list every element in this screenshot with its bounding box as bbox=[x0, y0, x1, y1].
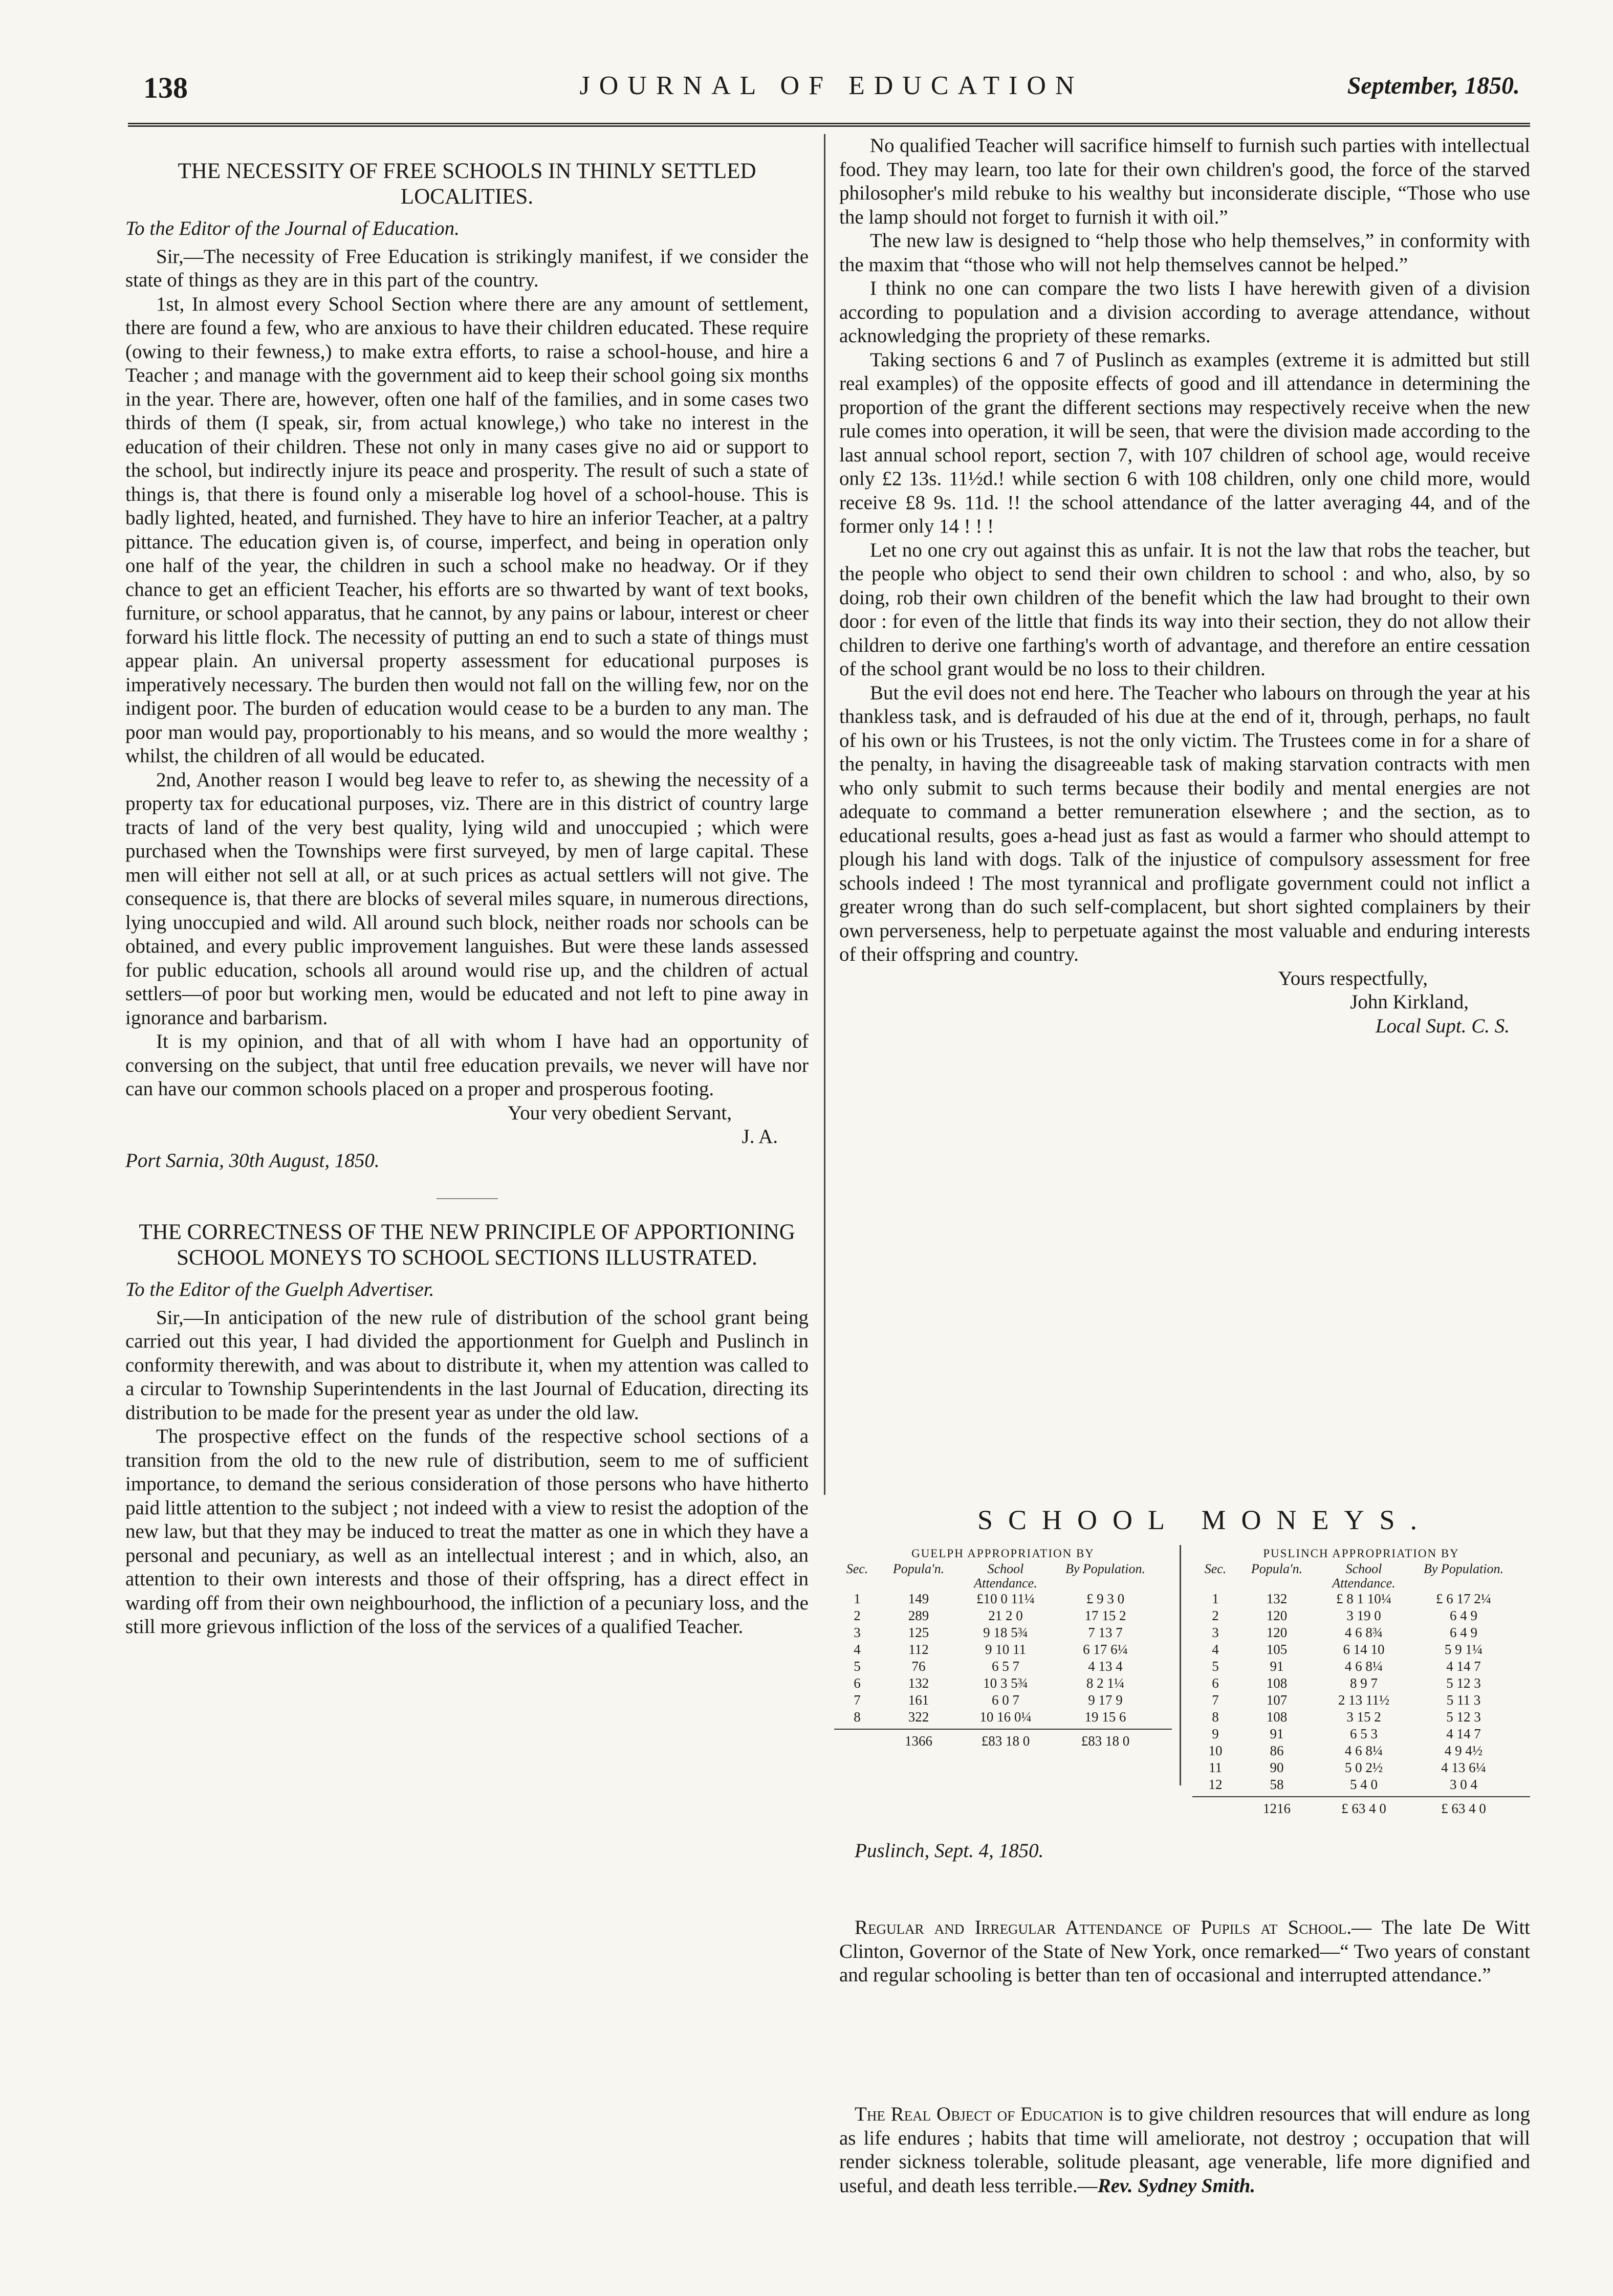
table-cell: 8 9 7 bbox=[1350, 1675, 1378, 1691]
table-cell: 3 19 0 bbox=[1346, 1608, 1381, 1623]
attendance-item-lead: Regular and Irregular Attendance of Pupils at School.— bbox=[855, 1916, 1372, 1938]
column-divider bbox=[824, 134, 825, 1495]
table-row bbox=[1192, 1658, 1530, 1675]
table-cell: 86 bbox=[1270, 1743, 1284, 1758]
table-row bbox=[1192, 1776, 1530, 1793]
article2-paragraph: No qualified Teacher will sacrifice himself to furnish such parties with intellectual food. They may learn, too late for their own children's good, the force of the starved philosopher's mild rebuke to his wealthy but inconsiderate disciple, “Those who use the lamp should not forget to furnish it with oil.” bbox=[839, 135, 1530, 228]
table-cell: 5 0 2½ bbox=[1344, 1760, 1383, 1775]
puslinch-table bbox=[1192, 1545, 1530, 1817]
left-column bbox=[125, 159, 809, 1639]
table-cell: 132 bbox=[1266, 1591, 1288, 1606]
issue-date: September, 1850. bbox=[1347, 72, 1520, 99]
article1-title: THE NECESSITY OF FREE SCHOOLS IN THINLY SETTLED LOCALITIES. bbox=[178, 159, 756, 209]
col-attendance: School Attendance. bbox=[974, 1561, 1037, 1591]
table-row bbox=[1192, 1709, 1530, 1726]
table-cell: 2 bbox=[854, 1608, 861, 1623]
article2-paragraph: Let no one cry out against this as unfair. It is not the law that robs the teacher, but the people who object to send their own children to school : and who, also, by so doing, rob their own children of the benefit which the law had brought to their own door : for even of the little that finds its way into their section, they do not allow their children to derive one farthing's worth of advantage, and therefore an entire cessation of the school grant would be no loss to their children. bbox=[839, 539, 1530, 680]
table-row bbox=[1192, 1624, 1530, 1641]
table-cell bbox=[1192, 1800, 1238, 1817]
table-cell: 161 bbox=[908, 1692, 929, 1708]
table-cell: 7 bbox=[1212, 1692, 1219, 1708]
article2-author: John Kirkland, bbox=[1350, 991, 1469, 1013]
table-cell: 6 4 9 bbox=[1450, 1625, 1477, 1640]
table-cell: 4 6 8¾ bbox=[1344, 1625, 1383, 1640]
table-row bbox=[1192, 1607, 1530, 1624]
attendance-item-text: The late De Witt Clinton, Governor of the State of New York, once remarked—“ Two years of constant and regular schooling is better than ten of occasional and interrupted attendance.” bbox=[839, 1916, 1530, 1986]
table-cell: 4 13 4 bbox=[1088, 1659, 1123, 1674]
article2-paragraph: The new law is designed to “help those who help themselves,” in conformity with the maxim that “those who will not help themselves cannot be helped.” bbox=[839, 230, 1530, 276]
table-cell: 21 2 0 bbox=[988, 1608, 1023, 1623]
table-cell: 7 13 7 bbox=[1088, 1625, 1123, 1640]
table-cell: 10 3 5¾ bbox=[983, 1675, 1028, 1691]
table-cell: 4 6 8¼ bbox=[1344, 1743, 1383, 1758]
table-row bbox=[1192, 1726, 1530, 1742]
table-row bbox=[834, 1624, 1172, 1641]
article1-place-date: Port Sarnia, 30th August, 1850. bbox=[125, 1149, 380, 1172]
table-cell: 19 15 6 bbox=[1084, 1709, 1126, 1725]
table-cell: £ 9 3 0 bbox=[1086, 1591, 1125, 1606]
table-cell: 4 6 8¼ bbox=[1344, 1659, 1383, 1674]
table-row bbox=[1192, 1675, 1530, 1692]
guelph-table-heading: GUELPH APPROPRIATION BY bbox=[911, 1547, 1095, 1560]
table-cell: 8 bbox=[1212, 1709, 1219, 1725]
table-cell: 108 bbox=[1266, 1675, 1288, 1691]
col-sec: Sec. bbox=[846, 1561, 868, 1576]
table-cell: 9 bbox=[1212, 1726, 1219, 1741]
table-cell: 125 bbox=[908, 1625, 929, 1640]
real-object-item bbox=[839, 2103, 1530, 2198]
article1-paragraph: 2nd, Another reason I would beg leave to refer to, as shewing the necessity of a property tax for educational purposes, viz. There are in this district of country large tracts of land of the very best quality, lying wild and unoccupied ; which were purchased when the Townships were first surveyed, by men of large capital. These men will either not sell at all, or at such prices as actual settlers will not give. The consequence is, that there are blocks of several miles square, in numerous directions, lying unoccupied and wild. All around such block, neither roads nor schools can be obtained, and every public improvement languishes. But were these lands assessed for public education, schools all around would rise up, and the children of actual settlers—of poor but working men, would be educated and not left to pine away in ignorance and barbarism. bbox=[125, 768, 809, 1029]
journal-title: JOURNAL OF EDUCATION bbox=[579, 71, 1084, 100]
table-cell: 3 15 2 bbox=[1346, 1709, 1381, 1725]
table-row bbox=[834, 1692, 1172, 1709]
article1-signoff: Your very obedient Servant, bbox=[508, 1101, 732, 1124]
table-cell: 132 bbox=[908, 1675, 929, 1691]
table-cell: £ 8 1 10¼ bbox=[1336, 1591, 1391, 1606]
article1-paragraph: Sir,—The necessity of Free Education is strikingly manifest, if we consider the state of things as they are in this part of the country. bbox=[125, 245, 809, 291]
table-row bbox=[834, 1658, 1172, 1675]
table-cell: £ 6 17 2¼ bbox=[1436, 1591, 1491, 1606]
table-cell: 9 10 11 bbox=[985, 1642, 1026, 1657]
table-row bbox=[834, 1591, 1172, 1607]
table-cell: 91 bbox=[1270, 1659, 1284, 1674]
table-cell: 5 11 3 bbox=[1446, 1692, 1481, 1708]
attendance-item bbox=[839, 1916, 1530, 1988]
table-cell: 120 bbox=[1266, 1625, 1288, 1640]
table-cell: 6 bbox=[1212, 1675, 1219, 1691]
table-cell: 8 2 1¼ bbox=[1086, 1675, 1125, 1691]
puslinch-table-body bbox=[1192, 1591, 1530, 1817]
table-cell: 108 bbox=[1266, 1709, 1288, 1725]
table-cell: 6 4 9 bbox=[1450, 1608, 1477, 1623]
table-cell: 6 5 3 bbox=[1350, 1726, 1378, 1741]
guelph-table-body bbox=[834, 1591, 1172, 1750]
table-cell: 2 13 11½ bbox=[1338, 1692, 1390, 1708]
table-cell: 9 18 5¾ bbox=[983, 1625, 1028, 1640]
school-moneys-title: SCHOOL MONEYS. bbox=[977, 1505, 1433, 1535]
table-cell: 91 bbox=[1270, 1726, 1284, 1741]
table-cell: 5 12 3 bbox=[1446, 1675, 1481, 1691]
article2-paragraph: I think no one can compare the two lists I have herewith given of a division according to population and a division according to average attendance, without acknowledging the propriety of these remarks. bbox=[839, 277, 1530, 347]
table-row bbox=[1192, 1641, 1530, 1658]
table-cell: 6 17 6¼ bbox=[1083, 1642, 1128, 1657]
article2-title: THE CORRECTNESS OF THE NEW PRINCIPLE OF APPORTIONING SCHOOL MONEYS TO SCHOOL SECTIONS ILLUSTRATED. bbox=[139, 1220, 795, 1270]
page-header bbox=[143, 67, 1520, 113]
table-cell: 4 13 6¼ bbox=[1441, 1760, 1486, 1775]
table-row bbox=[834, 1675, 1172, 1692]
table-cell: 5 bbox=[854, 1659, 861, 1674]
table-row bbox=[834, 1709, 1172, 1726]
table-cell: 4 14 7 bbox=[1446, 1659, 1481, 1674]
table-cell: £10 0 11¼ bbox=[976, 1591, 1035, 1606]
puslinch-total-row bbox=[1192, 1796, 1530, 1817]
section-divider bbox=[437, 1198, 498, 1199]
table-cell: 322 bbox=[908, 1709, 929, 1725]
table-cell: 10 16 0¼ bbox=[979, 1709, 1032, 1725]
table-cell: 289 bbox=[908, 1608, 929, 1623]
page-number: 138 bbox=[143, 71, 188, 104]
table-cell: 3 0 4 bbox=[1450, 1777, 1477, 1792]
real-object-lead: The Real Object of Education bbox=[855, 2103, 1103, 2125]
table-cell: 9 17 9 bbox=[1088, 1692, 1123, 1708]
table-cell: 6 5 7 bbox=[992, 1659, 1019, 1674]
table-cell: 5 bbox=[1212, 1659, 1219, 1674]
table-row bbox=[834, 1607, 1172, 1624]
article2-paragraph: Sir,—In anticipation of the new rule of distribution of the school grant being carried out this year, I had divided the apportionment for Guelph and Puslinch in conformity therewith, and was about to distribute it, when my attention was called to a circular to Township Superintendents in the last Journal of Education, directing its distribution to be made for the present year as under the old law. bbox=[125, 1306, 809, 1424]
table-cell: 4 bbox=[1212, 1642, 1219, 1657]
table-cell: £ 63 4 0 bbox=[1341, 1801, 1386, 1816]
article1-to-editor: To the Editor of the Journal of Education. bbox=[125, 217, 460, 239]
table-cell: 6 bbox=[854, 1675, 861, 1691]
table-cell: 11 bbox=[1209, 1760, 1222, 1775]
col-sec: Sec. bbox=[1204, 1561, 1227, 1576]
table-cell: 5 9 1¼ bbox=[1444, 1642, 1483, 1657]
table-row bbox=[1192, 1759, 1530, 1776]
table-cell: 76 bbox=[911, 1659, 926, 1674]
table-row bbox=[1192, 1742, 1530, 1759]
table-cell: 10 bbox=[1208, 1743, 1223, 1758]
puslinch-table-header bbox=[1192, 1562, 1530, 1591]
table-cell: 4 9 4½ bbox=[1444, 1743, 1483, 1758]
puslinch-table-heading: PUSLINCH APPROPRIATION BY bbox=[1263, 1547, 1459, 1560]
table-cell: 1216 bbox=[1263, 1801, 1291, 1816]
guelph-table-header bbox=[834, 1562, 1172, 1591]
table-cell: 1366 bbox=[905, 1733, 932, 1749]
table-cell: £ 63 4 0 bbox=[1441, 1801, 1486, 1816]
right-column bbox=[839, 134, 1530, 1038]
col-by-population: By Population. bbox=[1424, 1561, 1503, 1576]
table-cell: 4 bbox=[854, 1642, 861, 1657]
table-row bbox=[834, 1641, 1172, 1658]
table-cell: 4 14 7 bbox=[1446, 1726, 1481, 1741]
article2-paragraph: But the evil does not end here. The Teacher who labours on through the year at his thankless task, and is defrauded of his due at the end of it, through, perhaps, no fault of his own or his Trustees, is not the only victim. The Trustees come in for a share of the penalty, in having the disagreeable task of making starvation contracts with men who only submit to such terms because their bodily and mental energies are not adequate to command a better remuneration elsewhere ; and the section, as to educational results, goes a-head just as fast as would a farmer who should attempt to plough his land with dogs. Talk of the injustice of compulsory assessment for free schools indeed ! The most tyrannical and profligate government could not inflict a greater wrong than do such self-complacent, but short sighted complainers by their own perverseness, help to perpetuate against the most valuable and enduring interests of their offspring and country. bbox=[839, 681, 1530, 965]
table-cell: 112 bbox=[908, 1642, 929, 1657]
table-cell: 58 bbox=[1270, 1777, 1284, 1792]
table-cell: 8 bbox=[854, 1709, 861, 1725]
table-cell: £83 18 0 bbox=[981, 1733, 1030, 1749]
table-divider bbox=[1180, 1545, 1181, 1785]
table-cell: 6 14 10 bbox=[1343, 1642, 1385, 1657]
table-cell: 1 bbox=[1212, 1591, 1219, 1606]
table-cell: 5 4 0 bbox=[1350, 1777, 1378, 1792]
article2-paragraph: Taking sections 6 and 7 of Puslinch as examples (extreme it is admitted but still real examples) of the opposite effects of good and ill attendance in determining the proportion of the grant the different sections may respectively receive when the new rule comes into operation, it will be seen, that were the division made according to the last annual school report, section 7, with 107 children of school age, would receive only £2 13s. 11½d.! while section 6 with 108 children, only one child more, would receive £8 9s. 11d. !! the school attendance of the latter averaging 44, and of the former only 14 ! ! ! bbox=[839, 348, 1530, 537]
table-cell: 120 bbox=[1266, 1608, 1288, 1623]
col-population: Popula'n. bbox=[892, 1561, 945, 1576]
table-cell: 149 bbox=[908, 1591, 929, 1606]
article2-paragraph: The prospective effect on the funds of the respective school sections of a transition from the old to the new rule of distribution, seem to me of sufficient importance, to demand the serious consideration of those persons who have hitherto paid little attention to the subject ; not indeed with a view to resist the adoption of the new law, but that they may be induced to treat the matter as one in which they have a personal and pecuniary, as well as an intellectual interest ; and in which, also, an attention to their own interests and those of their offspring, has a direct effect in warding off from their own neighbourhood, the infliction of a pecuniary loss, and the still more grievous infliction of the loss of the services of a qualified Teacher. bbox=[125, 1425, 809, 1638]
table-cell: 17 15 2 bbox=[1084, 1608, 1126, 1623]
table-cell: 1 bbox=[854, 1591, 861, 1606]
article1-initials: J. A. bbox=[742, 1125, 778, 1147]
article2-to-editor: To the Editor of the Guelph Advertiser. bbox=[125, 1278, 434, 1300]
article2-closing: Yours respectfully, bbox=[1278, 967, 1428, 989]
guelph-total-row bbox=[834, 1729, 1172, 1750]
guelph-table bbox=[834, 1545, 1172, 1750]
table-cell: 2 bbox=[1212, 1608, 1219, 1623]
col-by-population: By Population. bbox=[1065, 1561, 1145, 1576]
table-cell: 12 bbox=[1208, 1777, 1223, 1792]
real-object-text: is to give children resources that will endure as long as life endures ; habits that time will ameliorate, not destroy ; occupation that will render sickness tolerable, solitude pleasant, age venerable, life more dignified and useful, and death less terrible.— bbox=[839, 2103, 1530, 2197]
table-cell: 5 12 3 bbox=[1446, 1709, 1481, 1725]
article2-author-title: Local Supt. C. S. bbox=[1375, 1014, 1510, 1037]
table-cell: 107 bbox=[1266, 1692, 1288, 1708]
table-cell: 3 bbox=[1212, 1625, 1219, 1640]
table-cell: 6 0 7 bbox=[992, 1692, 1019, 1708]
col-attendance: School Attendance. bbox=[1332, 1561, 1396, 1591]
article1-paragraph: 1st, In almost every School Section where there are any amount of settlement, there are found a few, who are anxious to have their children educated. These require (owing to their fewness,) to make extra efforts, to raise a school-house, and hire a Teacher ; and manage with the government aid to keep their school going six months in the year. There are, however, often one half of the families, and in some cases two thirds of them (I speak, sir, from actual knowlege,) who take no interest in the education of their children. These not only in many cases give no aid or support to the school, but indirectly injure its peace and prosperity. The result of such a state of things is, that there is found only a miserable log hovel of a school-house. This is badly lighted, heated, and furnished. They have to hire an inferior Teacher, at a paltry pittance. The education given is, of course, imperfect, and being in operation only one half of the year, the children in such a school make no headway. Or if they chance to get an efficient Teacher, his efforts are so thwarted by want of text books, furniture, or school apparatus, that he cannot, by any pains or labour, interest or cheer forward his little flock. The necessity of putting an end to such a state of things must appear plain. An universal property assessment for educational purposes is imperatively necessary. The burden then would not fall on the willing few, nor on the indigent poor. The burden of education would cease to be a burden to any man. The poor man would pay, proportionably to his means, and so would the more wealthy ; whilst, the children of all would be educated. bbox=[125, 293, 809, 767]
header-rule bbox=[128, 123, 1530, 127]
table-cell: 3 bbox=[854, 1625, 861, 1640]
table-row bbox=[1192, 1692, 1530, 1709]
table-row bbox=[1192, 1591, 1530, 1607]
table-cell: 90 bbox=[1270, 1760, 1284, 1775]
table-cell: £83 18 0 bbox=[1081, 1733, 1130, 1749]
col-population: Popula'n. bbox=[1251, 1561, 1303, 1576]
table-cell: 7 bbox=[854, 1692, 861, 1708]
table-cell bbox=[834, 1733, 880, 1750]
table-cell: 105 bbox=[1266, 1642, 1288, 1657]
article1-paragraph: It is my opinion, and that of all with whom I have had an opportunity of conversing on the subject, that until free education prevails, we never will have nor can have our common schools placed on a proper and prosperous footing. bbox=[125, 1030, 809, 1100]
real-object-attribution: Rev. Sydney Smith. bbox=[1097, 2174, 1256, 2197]
puslinch-place-date: Puslinch, Sept. 4, 1850. bbox=[855, 1840, 1044, 1862]
